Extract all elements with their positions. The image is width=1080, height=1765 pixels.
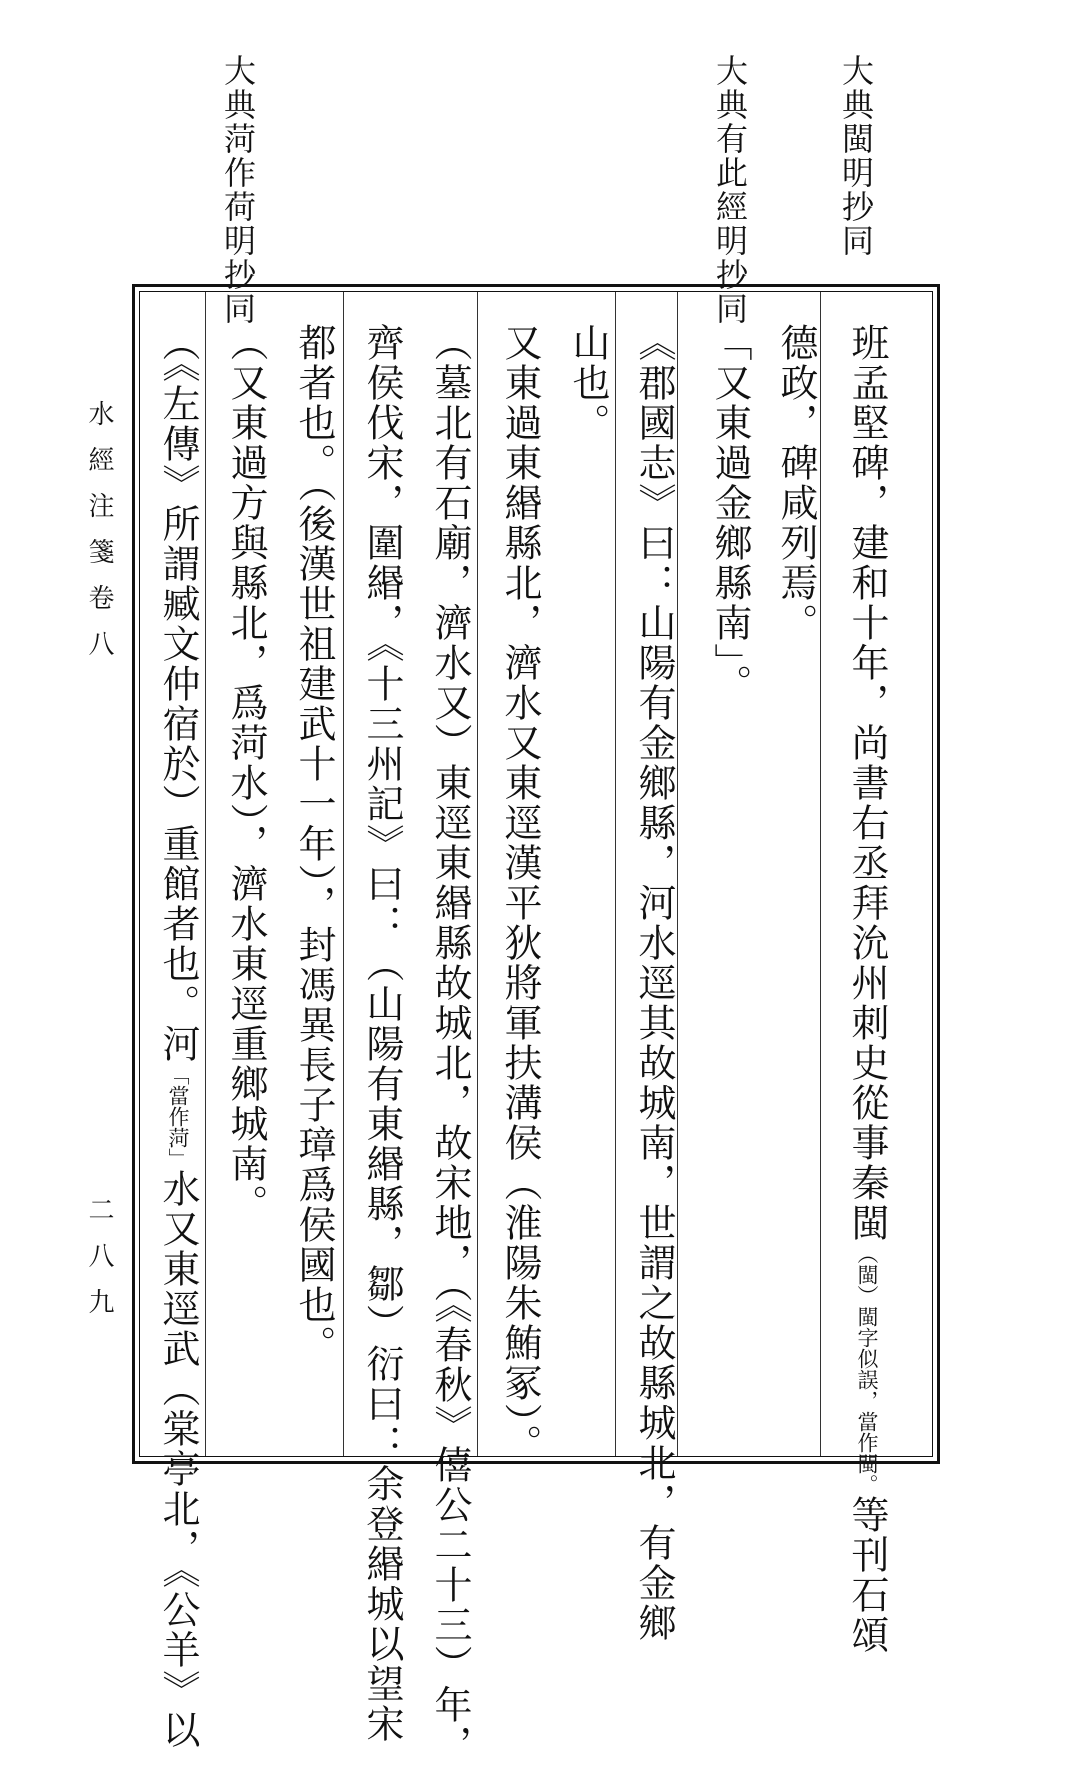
column-1-bracket: （閩） [855, 1243, 879, 1306]
margin-note-3: 大典菏作荷明抄同 [219, 54, 257, 326]
column-11-annotation-1: 「當作 [166, 1064, 190, 1127]
text-column-6 [498, 323, 542, 1464]
margin-note-1: 大典閩明抄同 [837, 54, 875, 258]
column-rule [677, 292, 678, 1456]
column-11-tail: 水又東逕武（棠亭北，《公羊》以 [156, 1169, 200, 1750]
column-2-text: 德政，碑咸列焉。 [774, 323, 818, 643]
column-rule [477, 292, 478, 1456]
text-column-8 [360, 323, 404, 1744]
column-1-annotation: 閩字似誤，當作閩。 [855, 1306, 879, 1495]
column-11-annotation-2: 菏」 [166, 1127, 190, 1169]
column-rule [205, 292, 206, 1456]
column-1-main: 班孟堅碑，建和十年，尚書右丞拜沇州刺史從事秦閩 [845, 323, 889, 1243]
text-column-3 [708, 323, 752, 704]
running-header: 水經注箋卷八 [84, 400, 114, 676]
text-column-7 [428, 323, 472, 1765]
column-7-text: （墓北有石廟，濟水又）東逕東緡縣故城北，故宋地，（《春秋》僖公二十三）年， [428, 323, 472, 1765]
column-8-text: 齊侯伐宋，圍緡，《十三州記》曰：（山陽有東緡縣，鄒）衍曰：余登緡城以望宋 [360, 323, 404, 1744]
column-6-text: 又東過東緡縣北，濟水又東逕漢平狄將軍扶溝侯（淮陽朱鮪冢）。 [498, 323, 542, 1464]
text-frame [132, 284, 940, 1765]
text-column-10 [224, 323, 268, 1224]
column-3-text: 「又東過金鄉縣南」。 [708, 323, 752, 704]
column-1-tail: 等刊石頌 [845, 1495, 889, 1655]
text-column-4 [632, 323, 676, 1643]
text-column-5 [566, 323, 610, 443]
page-number: 二八九 [84, 1196, 114, 1334]
text-column-1 [845, 323, 889, 1655]
column-9-text: 都者也。（後漢世祖建武十一年），封馮異長子璋爲侯國也。 [292, 323, 336, 1365]
column-5-text: 山也。 [566, 323, 610, 443]
margin-note-2: 大典有此經明抄同 [711, 54, 749, 326]
column-4-text: 《郡國志》曰：山陽有金鄉縣，河水逕其故城南，世謂之故縣城北，有金鄉 [632, 323, 676, 1643]
column-10-text: （又東過方與縣北，爲菏水），濟水東逕重鄉城南。 [224, 323, 268, 1224]
column-11-main: （《左傳》所謂臧文仲宿於）重館者也。河 [156, 323, 200, 1064]
text-column-2 [774, 323, 818, 643]
column-rule [615, 292, 616, 1456]
column-rule [820, 292, 821, 1456]
text-column-11 [156, 323, 200, 1750]
column-rule [343, 292, 344, 1456]
text-column-9 [292, 323, 336, 1365]
